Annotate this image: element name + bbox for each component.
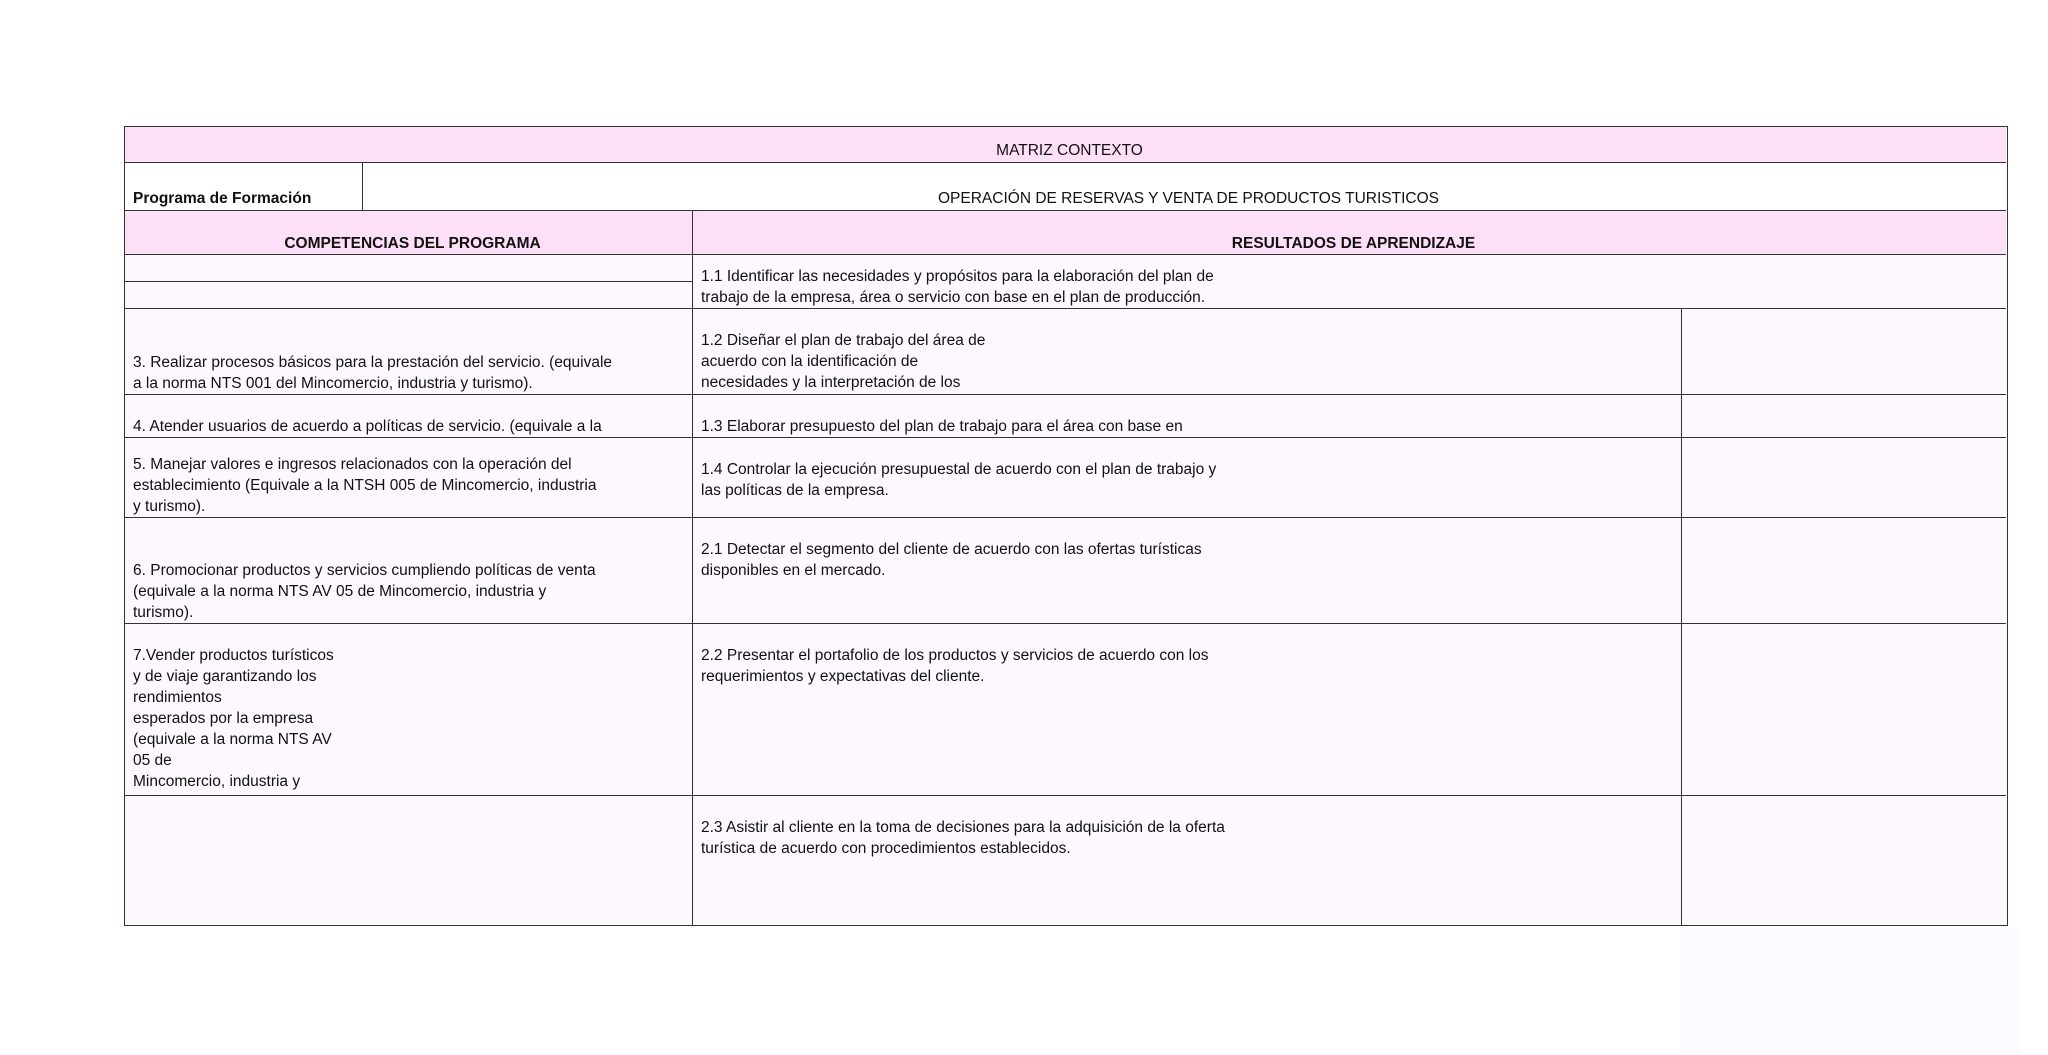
competencia-text: 5. Manejar valores e ingresos relacionados con la operación del establecimiento (Equivale a la NTSH 005 de Mincomercio, industria y turismo). xyxy=(133,456,597,515)
competencia-text: 7.Vender productos turísticos y de viaje garantizando los rendimientos esperados por la empresa (equivale a la norma NTS AV 05 de Mincomercio, industria y xyxy=(133,647,334,790)
competencias-header: COMPETENCIAS DEL PROGRAMA xyxy=(284,235,541,252)
resultado-extra-cell-7 xyxy=(1682,796,2006,925)
resultado-extra-cell-5 xyxy=(1682,518,2006,624)
resultado-cell-3 xyxy=(693,395,1682,438)
program-name-cell xyxy=(363,163,2006,211)
resultado-extra-cell-6 xyxy=(1682,624,2006,796)
resultado-extra-cell-2 xyxy=(1682,309,2006,395)
resultado-cell-1 xyxy=(693,255,2006,309)
resultados-header: RESULTADOS DE APRENDIZAJE xyxy=(1231,235,1476,252)
competencia-text: 3. Realizar procesos básicos para la prestación del servicio. (equivale a la norma NTS 001 del Mincomercio, industria y turismo). xyxy=(133,354,613,392)
resultado-cell-2 xyxy=(693,309,1682,395)
resultado-cell-7 xyxy=(693,796,1682,925)
competencia-cell-7 xyxy=(125,624,693,796)
resultado-text: 2.3 Asistir al cliente en la toma de decisiones para la adquisición de la oferta turística de acuerdo con procedimientos establecidos. xyxy=(701,819,1225,857)
competencia-cell-empty xyxy=(125,796,693,925)
program-name: OPERACIÓN DE RESERVAS Y VENTA DE PRODUCTOS TURISTICOS xyxy=(938,190,1439,207)
competencia-cell-5 xyxy=(125,438,693,518)
competencia-cell-2 xyxy=(125,282,693,309)
resultado-extra-cell-3 xyxy=(1682,395,2006,438)
resultado-text: 1.2 Diseñar el plan de trabajo del área de acuerdo con la identificación de necesidades y la interpretación de los xyxy=(701,332,986,391)
resultado-cell-5 xyxy=(693,518,1682,624)
resultado-text: 1.3 Elaborar presupuesto del plan de trabajo para el área con base en xyxy=(701,418,1183,435)
faint-background-block xyxy=(1680,928,2020,1055)
resultado-text: 2.1 Detectar el segmento del cliente de acuerdo con las ofertas turísticas disponibles en el mercado. xyxy=(701,541,1202,579)
context-matrix-table xyxy=(124,126,2008,926)
resultado-cell-6 xyxy=(693,624,1682,796)
resultado-text: 2.2 Presentar el portafolio de los productos y servicios de acuerdo con los requerimientos y expectativas del cliente. xyxy=(701,647,1209,685)
resultado-cell-4 xyxy=(693,438,1682,518)
competencia-text: 4. Atender usuarios de acuerdo a políticas de servicio. (equivale a la xyxy=(133,418,602,435)
program-label: Programa de Formación xyxy=(133,190,312,207)
competencia-cell-4 xyxy=(125,395,693,438)
resultado-text: 1.1 Identificar las necesidades y propósitos para la elaboración del plan de trabajo de la empresa, área o servicio con base en el plan de producción. xyxy=(701,268,1214,306)
competencia-cell-3 xyxy=(125,309,693,395)
competencias-header-cell xyxy=(125,211,693,255)
matrix-title: MATRIZ CONTEXTO xyxy=(996,142,1143,159)
competencia-cell-1 xyxy=(125,255,693,282)
competencia-text: 6. Promocionar productos y servicios cumpliendo políticas de venta (equivale a la norma NTS AV 05 de Mincomercio, industria y turismo). xyxy=(133,562,596,621)
matrix-title-cell xyxy=(125,127,2006,163)
competencia-cell-6 xyxy=(125,518,693,624)
resultado-text: 1.4 Controlar la ejecución presupuestal de acuerdo con el plan de trabajo y las políticas de la empresa. xyxy=(701,461,1217,499)
resultados-header-cell xyxy=(693,211,2006,255)
program-label-cell xyxy=(125,163,363,211)
resultado-extra-cell-4 xyxy=(1682,438,2006,518)
